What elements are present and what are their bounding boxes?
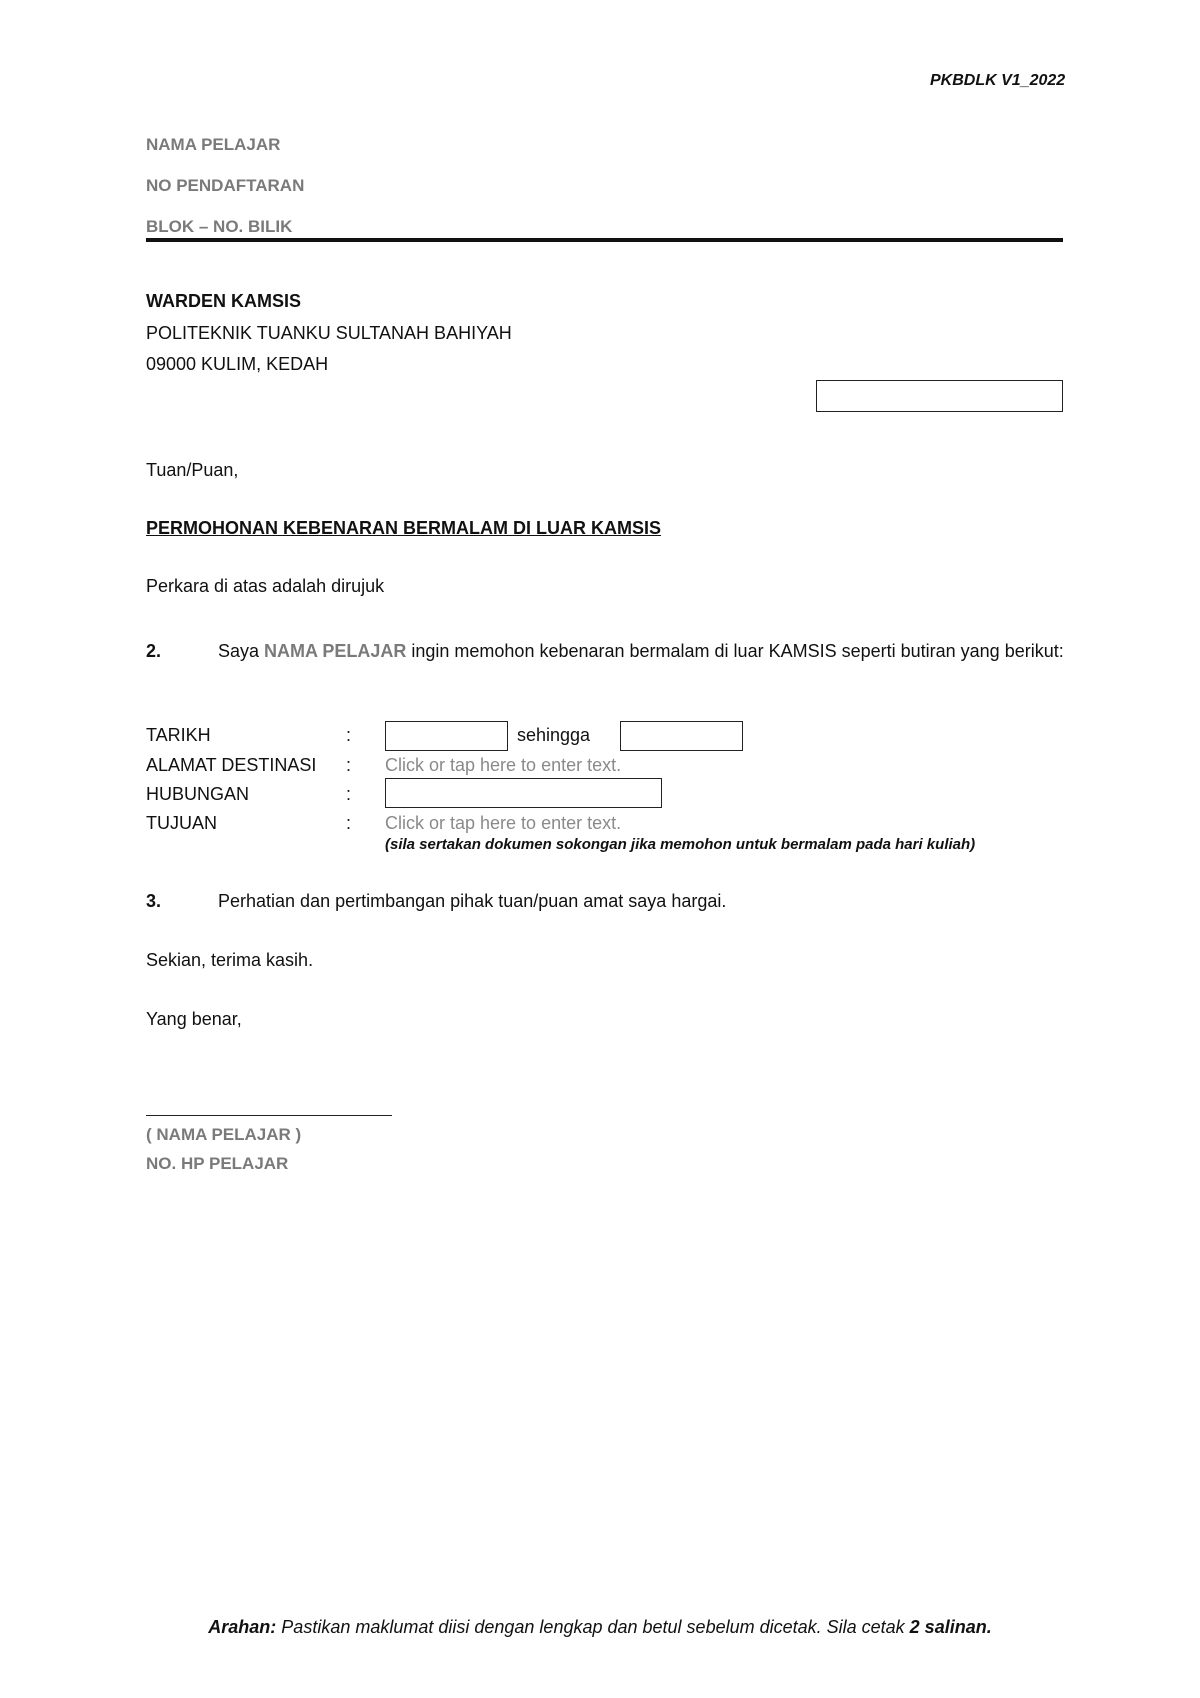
paragraph-number: 2. — [146, 641, 162, 661]
request-prefix: Saya — [218, 641, 265, 661]
appreciation-text: Perhatian dan pertimbangan pihak tuan/puan amat saya hargai. — [218, 891, 727, 911]
date-from-field[interactable] — [385, 721, 508, 751]
instruction-lead: Arahan: — [208, 1617, 277, 1637]
until-label: sehingga — [517, 725, 591, 745]
appreciation-paragraph — [146, 891, 726, 912]
signatory-phone: NO. HP PELAJAR — [146, 1154, 289, 1173]
supporting-document-note: (sila sertakan dokumen sokongan jika memohon untuk bermalam pada hari kuliah) — [385, 836, 976, 853]
recipient-title: WARDEN KAMSIS — [146, 291, 302, 311]
signature-line — [146, 1115, 392, 1116]
tarikh-label: TARIKH — [146, 725, 211, 745]
instruction-copies: 2 salinan. — [909, 1617, 992, 1637]
closing-thanks: Sekian, terima kasih. — [146, 950, 314, 970]
destination-address-field[interactable]: Click or tap here to enter text. — [385, 755, 622, 775]
recipient-address: 09000 KULIM, KEDAH — [146, 354, 329, 374]
relationship-field[interactable] — [385, 778, 662, 808]
signatory-name: ( NAMA PELAJAR ) — [146, 1125, 302, 1144]
paragraph-number: 3. — [146, 891, 162, 911]
recipient-institution: POLITEKNIK TUANKU SULTANAH BAHIYAH — [146, 323, 512, 343]
student-name-label: NAMA PELAJAR — [146, 135, 281, 154]
request-paragraph — [146, 636, 1066, 666]
instruction-text: Pastikan maklumat diisi dengan lengkap dan betul sebelum dicetak. Sila cetak — [276, 1617, 910, 1637]
registration-number-label: NO PENDAFTARAN — [146, 176, 305, 195]
letter-subject: PERMOHONAN KEBENARAN BERMALAM DI LUAR KAMSIS — [146, 518, 661, 538]
purpose-field[interactable]: Click or tap here to enter text. — [385, 813, 622, 833]
date-to-field[interactable] — [620, 721, 743, 751]
letter-date-field[interactable] — [816, 380, 1063, 412]
alamat-colon: : — [346, 755, 352, 775]
header-divider — [146, 238, 1063, 242]
block-room-label: BLOK – NO. BILIK — [146, 217, 293, 236]
document-code: PKBDLK V1_2022 — [930, 72, 1066, 89]
salutation: Tuan/Puan, — [146, 460, 239, 480]
instruction-footer — [0, 1617, 1200, 1638]
sign-off: Yang benar, — [146, 1009, 242, 1029]
hubungan-colon: : — [346, 784, 352, 804]
request-suffix: ingin memohon kebenaran bermalam di luar KAMSIS seperti butiran yang berikut: — [406, 641, 1064, 661]
request-student-name: NAMA PELAJAR — [264, 641, 407, 661]
alamat-label: ALAMAT DESTINASI — [146, 755, 317, 775]
tarikh-colon: : — [346, 725, 352, 745]
reference-paragraph: Perkara di atas adalah dirujuk — [146, 576, 385, 596]
tujuan-colon: : — [346, 813, 352, 833]
hubungan-label: HUBUNGAN — [146, 784, 250, 804]
tujuan-label: TUJUAN — [146, 813, 217, 833]
